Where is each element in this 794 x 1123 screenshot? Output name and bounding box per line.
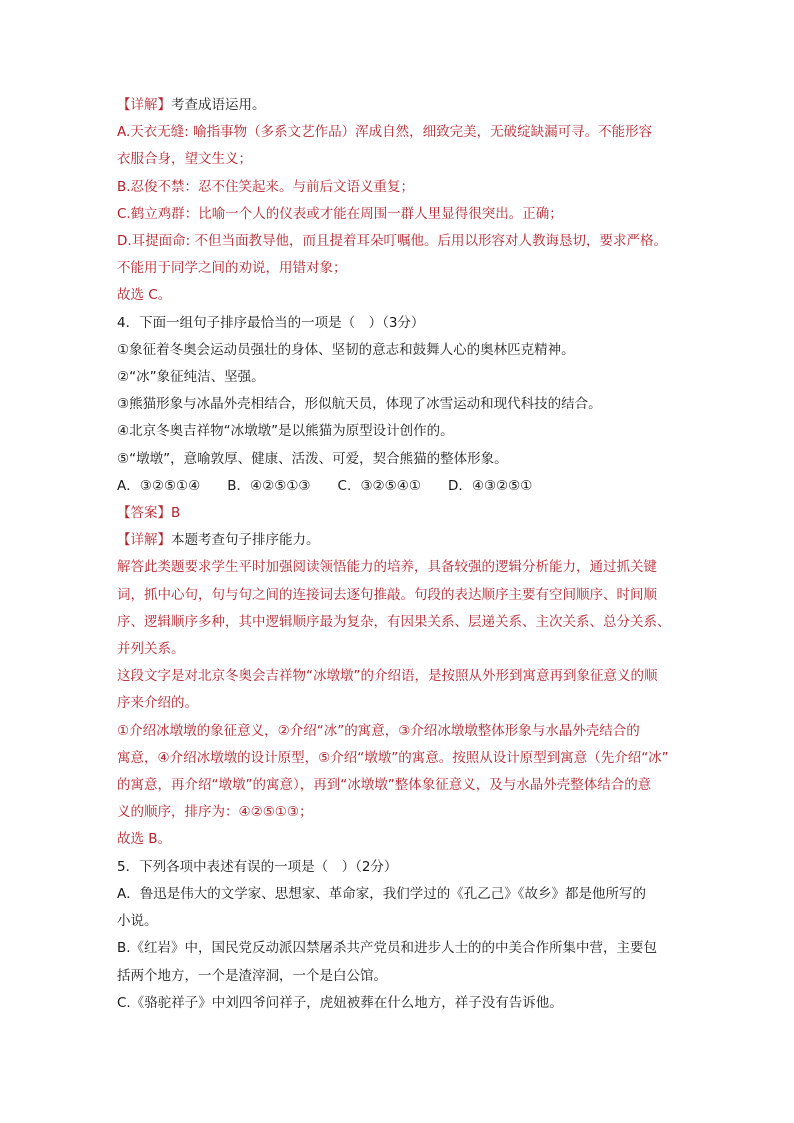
analysis-line: 序来介绍的。 (117, 695, 198, 712)
detail-tag: 【详解】 (117, 532, 171, 549)
question-5-option: 括两个地方，一个是渣滓洞，一个是白公馆。 (117, 967, 387, 984)
analysis-line: 序、逻辑顺序多种，其中逻辑顺序最为复杂，有因果关系、层递关系、主次关系、总分关系、 (117, 613, 671, 630)
question-4-sentence: ②“冰”象征纯洁、坚强。 (117, 369, 265, 386)
analysis-line: 解答此类题要求学生平时加强阅读领悟能力的培养，具备较强的逻辑分析能力，通过抓关键 (117, 559, 657, 576)
document-page (117, 92, 683, 1017)
conclusion-line: 故选 C。 (117, 287, 172, 304)
analysis-line: 寓意，④介绍冰墩墩的设计原型，⑤介绍“墩墩”的寓意。按照从设计原型到寓意（先介绍“冰” (117, 749, 669, 766)
question-4-sentence: ①象征着冬奥会运动员强壮的身体、坚韧的意志和鼓舞人心的奥林匹克精神。 (117, 341, 575, 358)
question-5-option: A．鲁迅是伟大的文学家、思想家、革命家，我们学过的《孔乙己》《故乡》都是他所写的 (117, 885, 646, 902)
question-4-sentence: ④北京冬奥吉祥物“冰墩墩”是以熊猫为原型设计创作的。 (117, 423, 454, 440)
question-4-sentence: ③熊猫形象与冰晶外壳相结合，形似航天员，体现了冰雪运动和现代科技的结合。 (117, 396, 602, 413)
analysis-line: A.天衣无缝: 喻指事物（多系文艺作品）浑成自然，细致完美，无破绽缺漏可寻。不能形容 (117, 124, 653, 141)
answer-text: B (171, 505, 181, 522)
detail-text: 本题考查句子排序能力。 (171, 532, 320, 549)
conclusion-line: 故选 B。 (117, 831, 172, 848)
answer-tag: 【答案】 (117, 505, 171, 522)
analysis-line: 词，抓中心句，句与句之间的连接词去逐句推敲。句段的表达顺序主要有空间顺序、时间顺 (117, 586, 657, 603)
question-4-stem: 4．下面一组句子排序最恰当的一项是（ ）（3分） (117, 314, 425, 331)
detail-text: 考查成语运用。 (171, 97, 266, 113)
analysis-line: C.鹤立鸡群：比喻一个人的仪表或才能在周围一群人里显得很突出。正确； (117, 205, 563, 222)
detail-line-1 (117, 92, 683, 119)
analysis-line: B.忍俊不禁：忍不住笑起来。与前后文语义重复； (117, 178, 415, 195)
question-4-options: A．③②⑤①④ B．④②⑤①③ C．③②⑤④① D．④③②⑤① (117, 477, 533, 494)
question-5-option: 小说。 (117, 913, 158, 930)
analysis-line: 并列关系。 (117, 641, 185, 658)
analysis-line: 不能用于同学之间的劝说，用错对象； (117, 260, 347, 277)
question-5-option: C.《骆驼祥子》中刘四爷问祥子，虎妞被葬在什么地方，祥子没有告诉他。 (117, 994, 563, 1011)
analysis-line: 衣服合身，望文生义； (117, 151, 252, 168)
question-5-option: B.《红岩》中，国民党反动派囚禁屠杀共产党员和进步人士的的中美合作所集中营，主要包 (117, 940, 658, 957)
detail-tag: 【详解】 (117, 97, 171, 113)
question-5-stem: 5．下列各项中表述有误的一项是（ ）（2分） (117, 858, 398, 875)
analysis-line: 这段文字是对北京冬奥会吉祥物“冰墩墩”的介绍语，是按照从外形到寓意再到象征意义的顺 (117, 668, 658, 685)
analysis-line: 义的顺序，排序为：④②⑤①③； (117, 804, 313, 821)
answer-line (117, 500, 683, 527)
analysis-line: 的寓意，再介绍“墩墩”的寓意），再到“冰墩墩”整体象征意义，及与水晶外壳整体结合的意 (117, 777, 652, 794)
detail-line-4 (117, 527, 683, 554)
analysis-line: D.耳提面命: 不但当面教导他，而且提着耳朵叮嘱他。后用以形容对人教诲恳切，要求严格。 (117, 233, 668, 250)
analysis-line: ①介绍冰墩墩的象征意义，②介绍“冰”的寓意，③介绍冰墩墩整体形象与水晶外壳结合的 (117, 722, 640, 739)
question-4-sentence: ⑤“墩墩”，意喻敦厚、健康、活泼、可爱，契合熊猫的整体形象。 (117, 450, 508, 467)
